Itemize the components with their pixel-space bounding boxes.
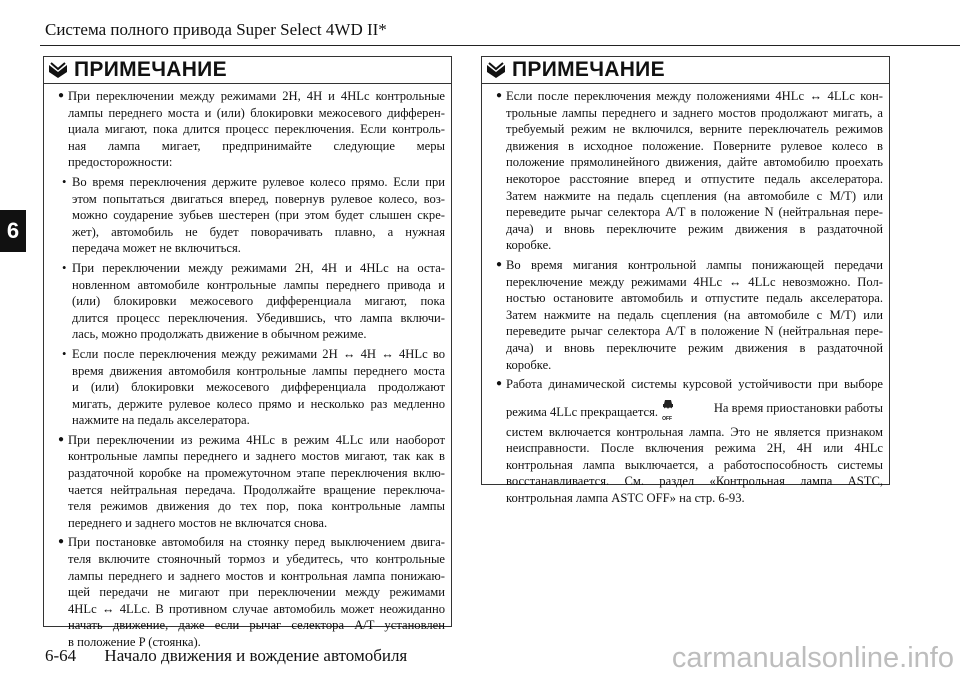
note-title: ПРИМЕЧАНИЕ [74,58,227,81]
text-line: дача) и вновь переключите режим движения в раздаточной [506,221,883,236]
text-line: восстанавливается. См. раздел «Контрольная лампа ASTC, [506,474,883,489]
page-header-title: Система полного привода Super Select 4WD II* [45,20,387,39]
text-line: щей передачи не мигают при переключении между режимами [68,585,445,600]
text-line: нажмите на педаль акселератора. [72,413,250,428]
text-line: передача может не включиться. [72,241,241,256]
text-line: Во время мигания контрольной лампы понижающей передачи [506,257,883,272]
text-line: можно соударение зубьев шестерен (при этом будет слышен скре- [72,208,445,223]
text-line: и (или) блокировки межосевого дифференциала продолжают [72,380,445,395]
note-box-left [43,56,452,649]
text-line: Затем нажмите на педаль сцепления (на автомобиле с M/T) или [506,188,883,203]
text-line: коробке. [506,238,552,253]
text-line: контрольные лампы переднего и заднего мостов мигают, так как в [68,449,445,464]
footer-section: Начало движения и вождение автомобиля [104,646,408,665]
note-check-icon [486,62,506,78]
note-title: ПРИМЕЧАНИЕ [512,58,665,81]
bullet-icon: ● [58,90,65,101]
text-line: жет), автомобиль не будет поворачивать плавно, а нужная [72,224,445,239]
bullet-icon: ● [58,536,65,548]
bullet-item [496,88,883,254]
text-line: При переключении между режимами 2H, 4H и 4HLc на оста- [72,260,445,275]
text-line: неисправности. После включения режима 2H, 4H или 4HLc [506,441,883,456]
note-check-icon [48,62,68,78]
sub-bullet-icon: • [62,174,67,189]
text-line: в положение P (стоянка). [68,635,201,649]
text-line: ная лампа мигает, предпринимайте следующие меры [68,138,445,153]
text-line: длится процесс переключения. Убедившись, что лампа включи- [72,310,445,325]
text-line: теля включите стояночный тормоз и убедитесь, что контрольные [68,552,445,567]
text-line: чается нейтральная передача. Продолжайте вращение переключа- [68,482,445,497]
text-line [506,393,883,424]
text-line: начать движение, даже если рычаг селектора A/T установлен [68,618,445,633]
text-line: раздаточной коробке на промежуточном этапе переключения вклю- [68,466,445,481]
text-segment: На время приостановки работы [713,401,883,416]
page-number: 6-64 [45,646,77,665]
bullet-item [496,376,883,507]
page-footer [45,646,407,666]
text-line: контрольная лампа выключается, а работоспособность системы [506,457,883,472]
sub-bullet-item [58,346,445,429]
note-header [482,57,889,84]
text-line: некоторое расстояние вперед и отпустите педаль акселератора. [506,171,883,186]
watermark: carmanualsonline.info [671,642,954,674]
note-body [482,84,889,507]
bullet-icon: ● [496,90,503,101]
note-header [44,57,451,84]
text-line: новленном автомобиле контрольные лампы переднего привода и [72,277,445,292]
text-line: время движения автомобиля контрольные лампы переднего моста [72,363,445,378]
text-line: контрольная лампа ASTC OFF» на стр. 6-93. [506,491,745,506]
text-segment: режима 4LLc прекращается. [506,404,659,419]
text-line: коробке. [506,357,552,372]
bullet-item [58,534,445,650]
text-line: Во время переключения держите рулевое колесо прямо. Если при [72,174,445,189]
text-line: переднего и заднего мостов не включатся снова. [68,515,328,530]
text-line: положение прямолинейного движения, дайте автомобилю проехать [506,155,883,170]
text-line: предосторожности: [68,155,173,170]
text-line: этом попытаться двигаться вперед, повернув рулевое колесо, воз- [72,191,445,206]
text-line: систем включается контрольная лампа. Это не является признаком [506,424,883,439]
text-line: требуемый режим не включился, верните переключатель режимов [506,122,883,137]
text-line: циала мигают, пока длится процесс переключения. Если контроль- [68,122,445,137]
sub-bullet-item [58,260,445,343]
bullet-item [58,88,445,171]
sub-bullet-icon: • [62,260,67,275]
header-rule [40,45,960,46]
text-line: (или) блокировки межосевого дифференциала мигают, пока [72,294,445,309]
text-line: дача) и вновь переключите режим движения в раздаточной [506,340,883,355]
bullet-item [58,432,445,532]
text-line: переведите рычаг селектора A/T в положение N (нейтральная пере- [506,324,883,339]
text-line: теля режимов движения до тех пор, пока контрольные лампы [68,499,445,514]
text-line: При переключении из режима 4HLc в режим 4LLc или наоборот [68,432,445,447]
bullet-item [496,257,883,373]
bullet-icon: ● [496,378,503,390]
sub-bullet-item [58,174,445,257]
text-line: При переключении между режимами 2H, 4H и 4HLc контрольные [68,89,445,103]
bullet-icon: ● [58,433,65,445]
text-line: мигать, держите рулевое колесо прямо и несколько раз медленно [72,396,445,411]
text-line: движения в исходное положение. Поверните рулевое колесо в [506,138,883,153]
text-line: лампы переднего моста и (или) блокировки межосевого дифферен- [68,105,445,120]
text-line: переведите рычаг селектора A/T в положение N (нейтральная пере- [506,205,883,220]
text-line: Затем нажмите на педаль сцепления (на автомобиле с M/T) или [506,307,883,322]
text-line: трольные лампы переднего и заднего мостов продолжают мигать, а [506,105,883,120]
text-group [506,393,680,424]
text-line: лась, можно продолжать движение в обычном режиме. [72,327,367,342]
text-line: лампы переднего и заднего мостов и контрольная лампа понижаю- [68,568,445,583]
text-line: ностью остановите автомобиль и отпустите педаль акселератора. [506,291,883,306]
text-line: Работа динамической системы курсовой устойчивости при выборе [506,377,883,392]
note-box-right [481,56,890,506]
bullet-icon: ● [496,258,503,270]
astc-off-icon [662,393,676,422]
chapter-tab: 6 [0,210,26,252]
text-line: Если после переключения между режимами 2H ↔ 4H ↔ 4HLc во [72,346,445,361]
sub-bullet-icon: • [62,346,67,361]
text-line: 4HLc ↔ 4LLc. В противном случае автомобиль может неожиданно [68,601,445,616]
text-line: При постановке автомобиля на стоянку перед выключением двига- [68,535,445,550]
text-line: Если после переключения между положениями 4HLc ↔ 4LLc кон- [506,89,883,103]
text-line: переключение между режимами 4HLc ↔ 4LLc невозможно. Пол- [506,274,883,289]
astc-off-label: OFF [662,415,673,422]
note-body [44,84,451,651]
